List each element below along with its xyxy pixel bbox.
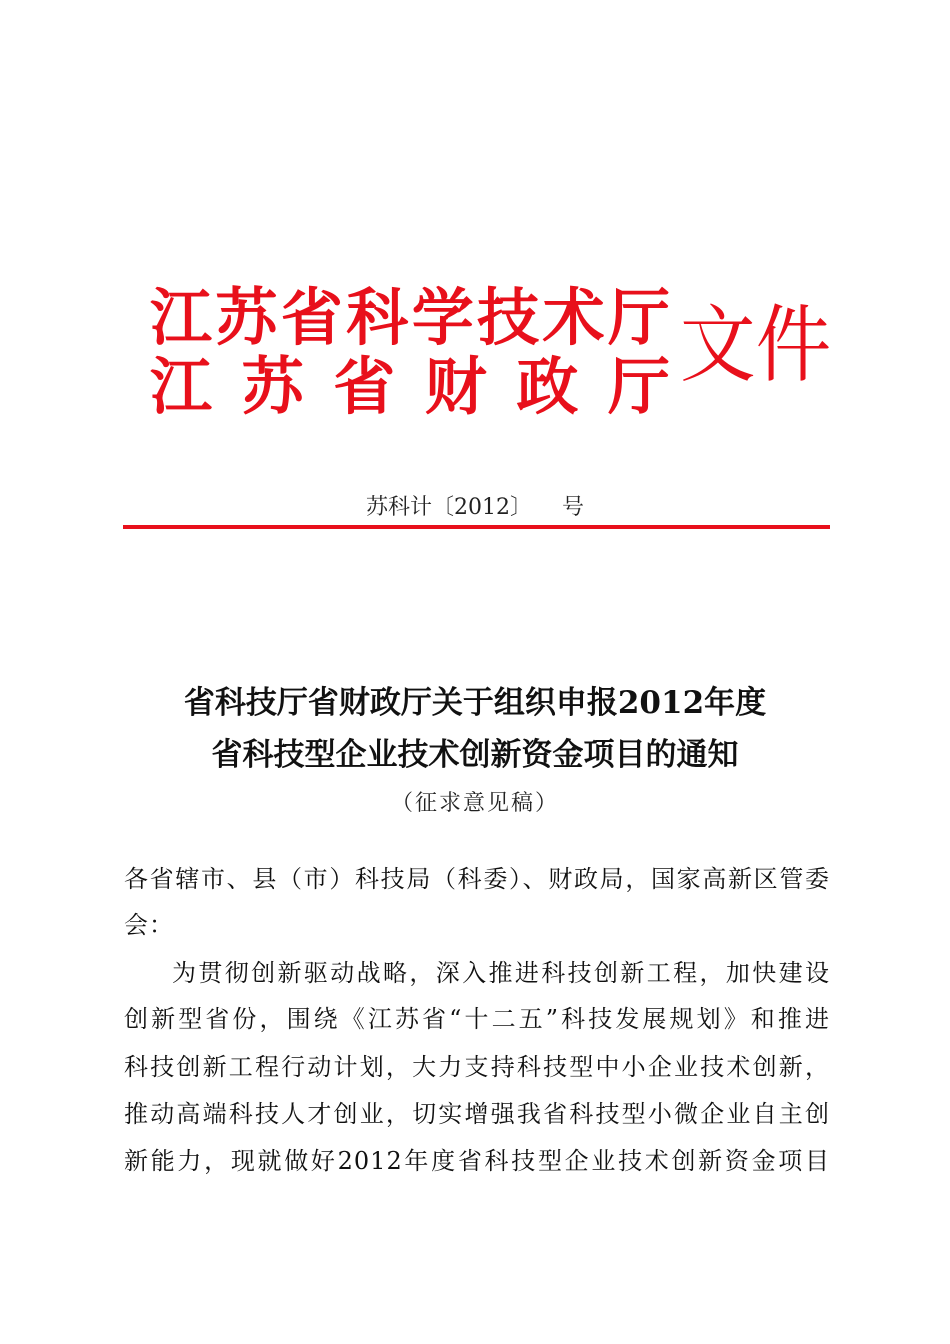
- paragraph-line: 新能力，现就做好2012年度省科技型企业技术创新资金项目: [124, 1147, 830, 1175]
- red-divider-rule: [123, 525, 830, 529]
- issuer-1-char: 技: [477, 281, 540, 354]
- issuer-line-1: [150, 283, 670, 353]
- paragraph-line: 推动高端科技人才创业，切实增强我省科技型小微企业自主创: [124, 1100, 830, 1128]
- issuer-2-char: 苏: [241, 350, 304, 423]
- addressee-line-1: 各省辖市、县（市）科技局（科委）、财政局，国家高新区管委: [124, 865, 830, 893]
- paragraph-line: 创新型省份，围绕《江苏省“十二五”科技发展规划》和推进: [124, 1005, 830, 1033]
- issuer-1-char: 江: [150, 281, 213, 354]
- issuer-1-char: 科: [346, 281, 409, 354]
- issuer-1-char: 学: [411, 281, 474, 354]
- issuer-2-char: 厅: [607, 350, 670, 423]
- issuer-line-2: [150, 352, 670, 422]
- document-number-prefix: 苏科计〔2012〕: [365, 495, 532, 520]
- issuer-1-char: 省: [280, 281, 343, 354]
- issuer-2-char: 江: [150, 350, 213, 423]
- issuer-1-char: 厅: [607, 281, 670, 354]
- issuer-2-char: 财: [424, 350, 487, 423]
- title-line-1: 省科技厅省财政厅关于组织申报2012年度: [183, 685, 767, 721]
- draft-note: （征求意见稿）: [390, 791, 559, 816]
- issuer-1-char: 术: [542, 281, 605, 354]
- document-type-label: 文件: [680, 296, 832, 394]
- issuer-1-char: 苏: [215, 281, 278, 354]
- paragraph-line: 科技创新工程行动计划，大力支持科技型中小企业技术创新，: [124, 1053, 830, 1081]
- title-line-2: 省科技型企业技术创新资金项目的通知: [211, 737, 739, 773]
- document-number-suffix: 号: [561, 495, 584, 520]
- addressee-line-2: 会：: [124, 911, 174, 939]
- issuer-2-char: 省: [333, 350, 396, 423]
- paragraph-line: 为贯彻创新驱动战略，深入推进科技创新工程，加快建设: [172, 959, 830, 987]
- issuer-2-char: 政: [516, 350, 579, 423]
- document-number: [0, 493, 950, 523]
